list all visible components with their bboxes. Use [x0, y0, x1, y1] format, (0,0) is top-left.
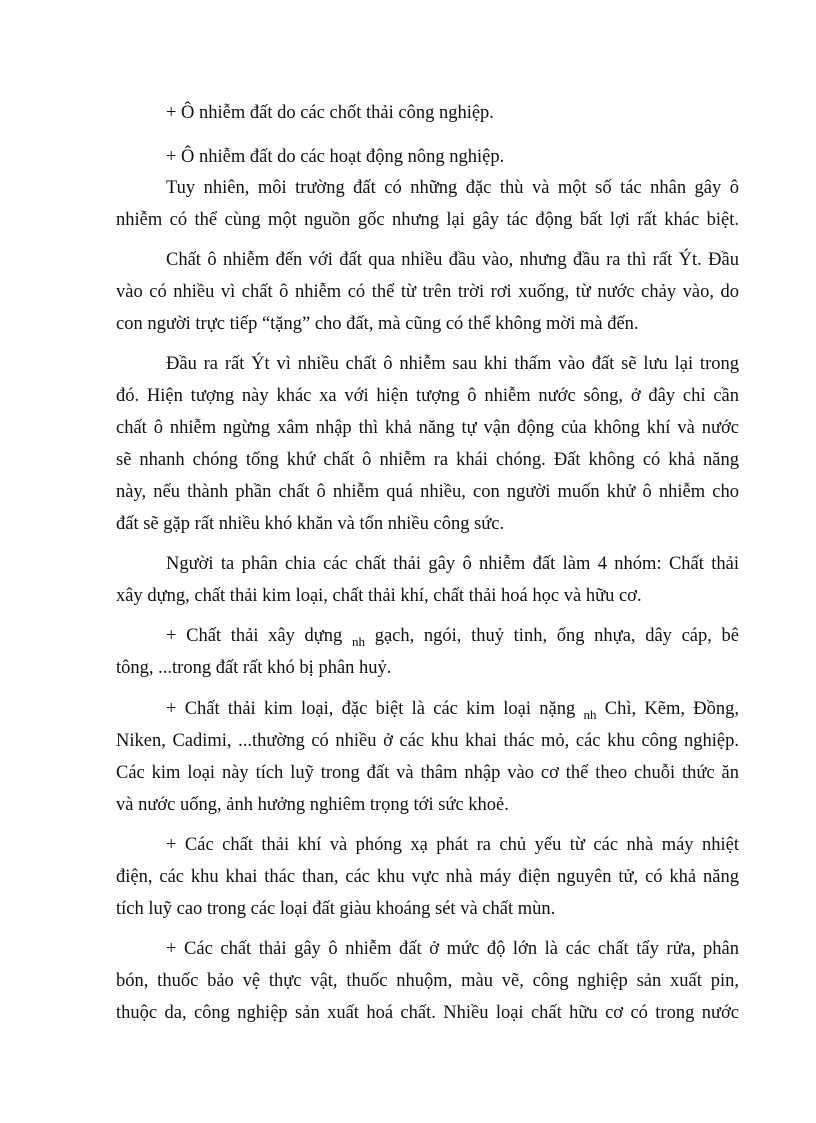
text-line: xây dựng, chất thải kim loại, chất thải khí, chất thải hoá học và hữu cơ. — [116, 586, 642, 606]
text-line: Người ta phân chia các chất thải gây ô nhiễm đất làm 4 nhóm: Chất thải — [166, 554, 739, 574]
text-line: Các kim loại này tích luỹ trong đất và thâm nhập vào cơ thể theo chuỗi thức ăn — [116, 763, 739, 783]
text-line: Niken, Cadimi, ...thường có nhiều ở các khu khai thác mỏ, các khu công nghiệp. — [116, 731, 739, 751]
text-line: đó. Hiện tượng này khác xa với hiện tượng ô nhiễm nước sông, ở đây chỉ cần — [116, 386, 739, 406]
text-segment: + Chất thải kim loại, đặc biệt là các kim loại nặng — [166, 699, 576, 719]
text-segment: + Chất thải xây dựng — [166, 626, 343, 646]
text-line: và nước uống, ảnh hưởng nghiêm trọng tới sức khoẻ. — [116, 795, 509, 815]
text-line: này, nếu thành phần chất ô nhiễm quá nhiều, con người muốn khử ô nhiễm cho — [116, 482, 739, 502]
text-line: Đầu ra rất Ýt vì nhiều chất ô nhiễm sau khi thấm vào đất sẽ lưu lại trong — [166, 354, 739, 374]
text-segment: gạch, ngói, thuỷ tinh, ống nhựa, dây cáp, bê — [374, 626, 740, 646]
text-line: + Các chất thải khí và phóng xạ phát ra chủ yếu từ các nhà máy nhiệt — [166, 835, 739, 855]
text-line: + Các chất thải gây ô nhiễm đất ở mức độ lớn là các chất tẩy rửa, phân — [166, 939, 739, 959]
text-line: đất sẽ gặp rất nhiều khó khăn và tốn nhiều công sức. — [116, 514, 505, 534]
text-line: tông, ...trong đất rất khó bị phân huỷ. — [116, 658, 392, 678]
text-line — [166, 624, 739, 648]
text-line: vào có nhiều vì chất ô nhiễm có thể từ trên trời rơi xuống, từ nước chảy vào, do — [116, 282, 739, 302]
text-line: nhiễm có thể cùng một nguồn gốc nhưng lại gây tác động bất lợi rất khác biệt. — [116, 210, 739, 230]
text-segment: Chì, Kẽm, Đồng, — [604, 699, 739, 719]
text-line: Tuy nhiên, môi trường đất có những đặc thù và một số tác nhân gây ô — [166, 178, 739, 198]
subscript-fragment: nh — [583, 707, 597, 722]
text-line: điện, các khu khai thác than, các khu vực nhà máy điện nguyên tử, có khả năng — [116, 867, 739, 887]
text-line: tích luỹ cao trong các loại đất giàu khoáng sét và chất mùn. — [116, 899, 556, 919]
text-line: + Ô nhiễm đất do các hoạt động nông nghiệp. — [166, 147, 505, 167]
text-line: sẽ nhanh chóng tống khứ chất ô nhiễm ra khái chóng. Đất không có khả năng — [116, 450, 739, 470]
text-line: + Ô nhiễm đất do các chốt thải công nghiệp. — [166, 103, 494, 123]
text-line: bón, thuốc bảo vệ thực vật, thuốc nhuộm, màu vẽ, công nghiệp sản xuất pin, — [116, 971, 739, 991]
text-line — [166, 697, 739, 721]
text-line: chất ô nhiễm ngừng xâm nhập thì khả năng tự vận động của không khí và nước — [116, 418, 739, 438]
text-line: con người trực tiếp “tặng” cho đất, mà cũng có thể không mời mà đến. — [116, 314, 639, 334]
text-line: thuộc da, công nghiệp sản xuất hoá chất. Nhiều loại chất hữu cơ có trong nước — [116, 1003, 739, 1023]
text-line: Chất ô nhiễm đến với đất qua nhiều đầu vào, nhưng đầu ra thì rất Ýt. Đầu — [166, 250, 739, 270]
subscript-fragment: nh — [352, 634, 365, 649]
